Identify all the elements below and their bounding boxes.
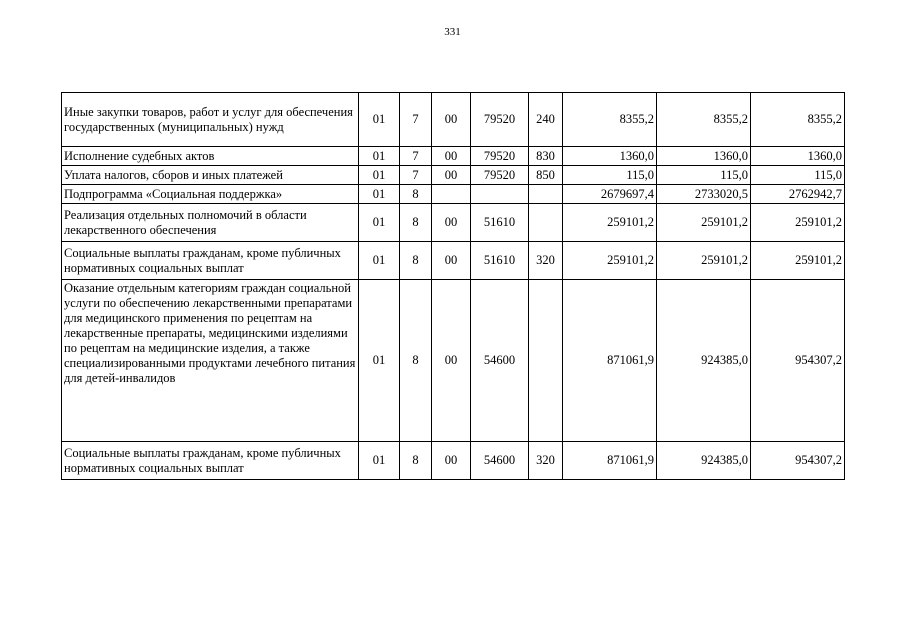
- amount-cell: 115,0: [751, 166, 845, 185]
- code-cell: 79520: [471, 93, 529, 147]
- code-cell: 00: [432, 93, 471, 147]
- code-cell: 830: [529, 147, 563, 166]
- amount-cell: 2733020,5: [657, 185, 751, 204]
- table-row: [62, 204, 845, 242]
- table-row: [62, 147, 845, 166]
- code-cell: 54600: [471, 442, 529, 480]
- code-cell: 850: [529, 166, 563, 185]
- row-name: Уплата налогов, сборов и иных платежей: [62, 166, 359, 185]
- amount-cell: 924385,0: [657, 280, 751, 442]
- code-cell: 8: [400, 280, 432, 442]
- amount-cell: 8355,2: [657, 93, 751, 147]
- code-cell: 7: [400, 93, 432, 147]
- budget-table: [61, 92, 845, 480]
- code-cell: [529, 280, 563, 442]
- code-cell: 00: [432, 442, 471, 480]
- amount-cell: 115,0: [563, 166, 657, 185]
- table-row: [62, 185, 845, 204]
- amount-cell: 8355,2: [751, 93, 845, 147]
- row-name: Оказание отдельным категориям граждан социальной услуги по обеспечению лекарственными препаратами для медицинского применения по рецептам на лекарственные препараты, медицинскими изделиями по рецептам на медицинские изделия, а также специализированными продуктами лечебного питания для детей-инвалидов: [62, 280, 359, 442]
- code-cell: 320: [529, 442, 563, 480]
- amount-cell: 259101,2: [563, 242, 657, 280]
- code-cell: 8: [400, 242, 432, 280]
- amount-cell: 259101,2: [657, 204, 751, 242]
- table-row: [62, 242, 845, 280]
- code-cell: 01: [359, 280, 400, 442]
- amount-cell: 259101,2: [751, 204, 845, 242]
- table-row: [62, 166, 845, 185]
- amount-cell: 871061,9: [563, 442, 657, 480]
- code-cell: 7: [400, 147, 432, 166]
- table-row: [62, 442, 845, 480]
- code-cell: [471, 185, 529, 204]
- code-cell: 8: [400, 442, 432, 480]
- row-name: Подпрограмма «Социальная поддержка»: [62, 185, 359, 204]
- amount-cell: 924385,0: [657, 442, 751, 480]
- amount-cell: 115,0: [657, 166, 751, 185]
- amount-cell: 954307,2: [751, 442, 845, 480]
- code-cell: 01: [359, 185, 400, 204]
- code-cell: [529, 204, 563, 242]
- row-name: Реализация отдельных полномочий в области лекарственного обеспечения: [62, 204, 359, 242]
- code-cell: 00: [432, 280, 471, 442]
- amount-cell: 1360,0: [657, 147, 751, 166]
- amount-cell: 2679697,4: [563, 185, 657, 204]
- code-cell: 240: [529, 93, 563, 147]
- code-cell: 00: [432, 147, 471, 166]
- code-cell: 01: [359, 442, 400, 480]
- amount-cell: 954307,2: [751, 280, 845, 442]
- code-cell: 8: [400, 185, 432, 204]
- code-cell: [529, 185, 563, 204]
- code-cell: 54600: [471, 280, 529, 442]
- code-cell: 01: [359, 204, 400, 242]
- code-cell: [432, 185, 471, 204]
- code-cell: 51610: [471, 204, 529, 242]
- row-name: Социальные выплаты гражданам, кроме публичных нормативных социальных выплат: [62, 242, 359, 280]
- code-cell: 01: [359, 166, 400, 185]
- row-name: Исполнение судебных актов: [62, 147, 359, 166]
- code-cell: 7: [400, 166, 432, 185]
- table-row: [62, 280, 845, 442]
- code-cell: 79520: [471, 166, 529, 185]
- amount-cell: 2762942,7: [751, 185, 845, 204]
- code-cell: 01: [359, 242, 400, 280]
- code-cell: 01: [359, 93, 400, 147]
- row-name: Иные закупки товаров, работ и услуг для обеспечения государственных (муниципальных) нужд: [62, 93, 359, 147]
- code-cell: 01: [359, 147, 400, 166]
- code-cell: 320: [529, 242, 563, 280]
- amount-cell: 871061,9: [563, 280, 657, 442]
- amount-cell: 259101,2: [751, 242, 845, 280]
- page-number: 331: [444, 26, 461, 38]
- code-cell: 79520: [471, 147, 529, 166]
- row-name: Социальные выплаты гражданам, кроме публичных нормативных социальных выплат: [62, 442, 359, 480]
- code-cell: 00: [432, 242, 471, 280]
- amount-cell: 8355,2: [563, 93, 657, 147]
- code-cell: 8: [400, 204, 432, 242]
- code-cell: 00: [432, 166, 471, 185]
- code-cell: 51610: [471, 242, 529, 280]
- table-row: [62, 93, 845, 147]
- amount-cell: 259101,2: [657, 242, 751, 280]
- amount-cell: 1360,0: [563, 147, 657, 166]
- amount-cell: 1360,0: [751, 147, 845, 166]
- code-cell: 00: [432, 204, 471, 242]
- amount-cell: 259101,2: [563, 204, 657, 242]
